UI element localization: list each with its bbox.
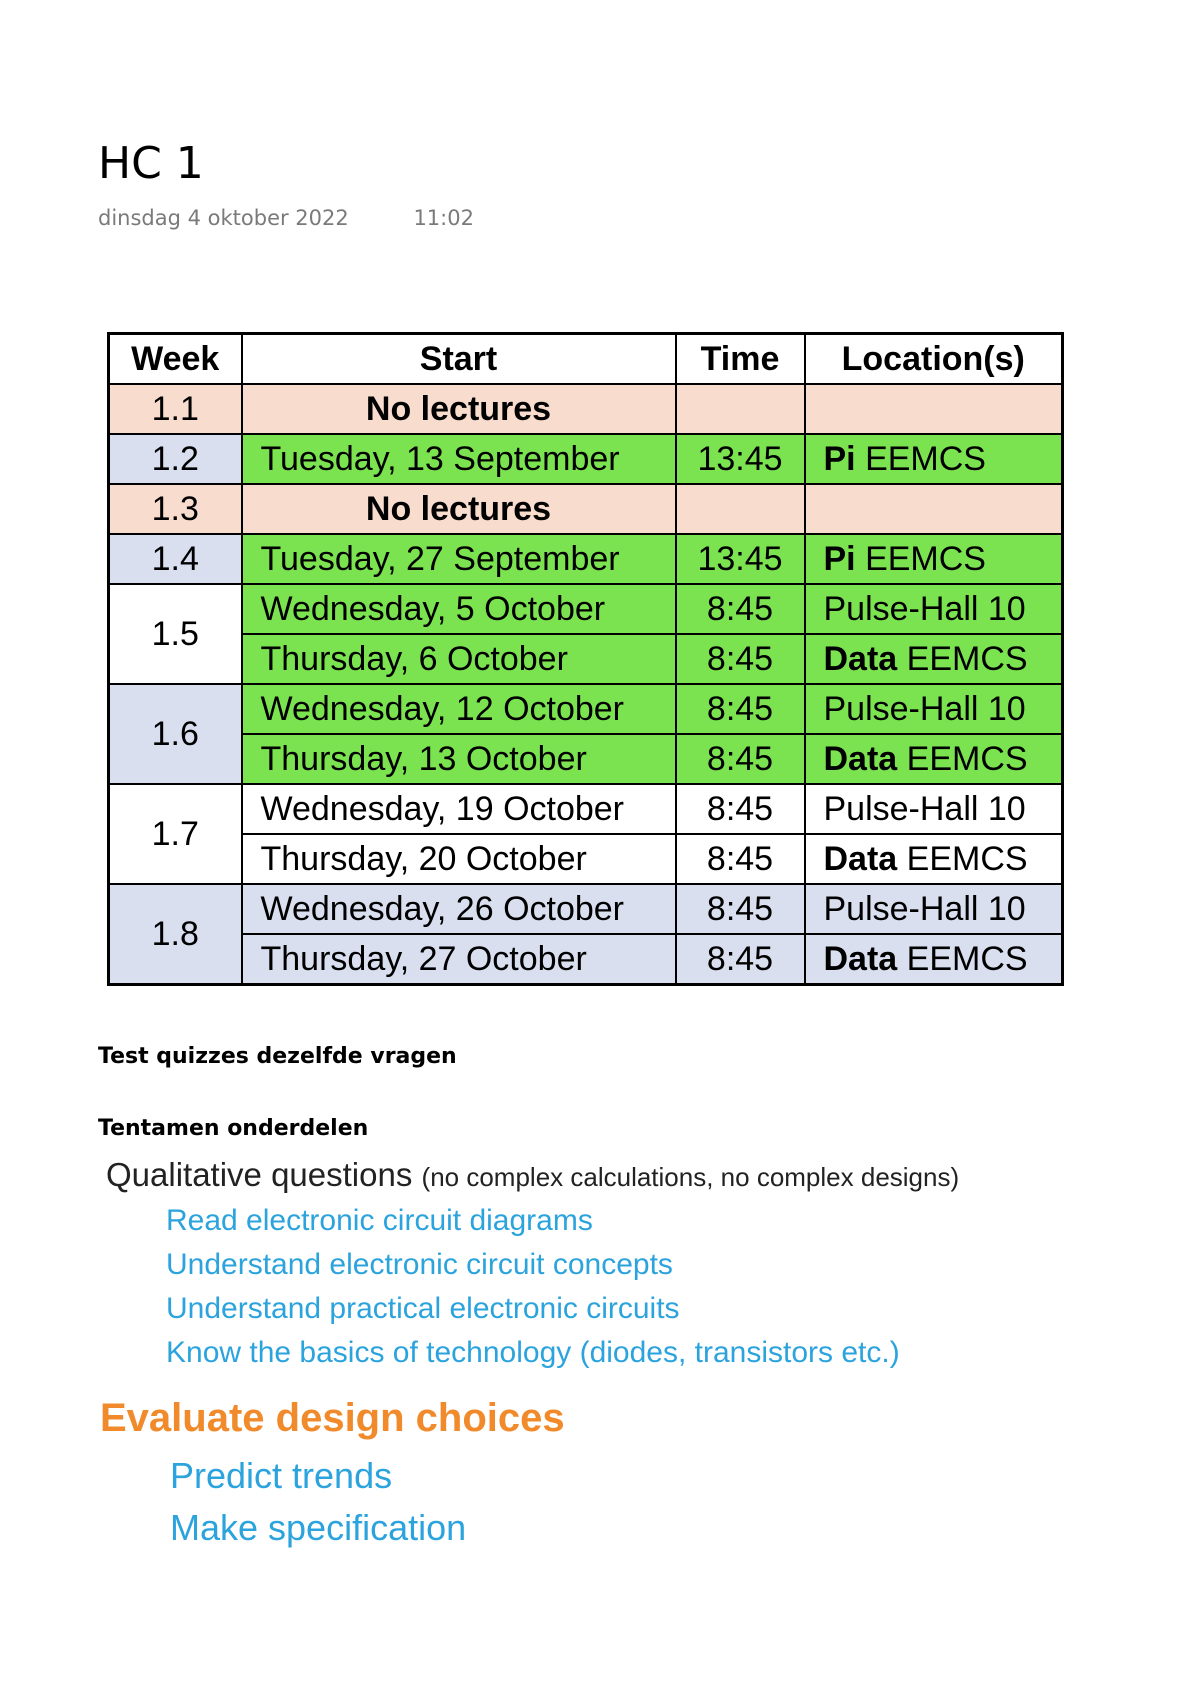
week-cell: 1.1: [109, 384, 242, 434]
start-cell: Thursday, 20 October: [242, 834, 676, 884]
location-cell: [805, 634, 1063, 684]
tentamen-heading: Tentamen onderdelen: [98, 1116, 369, 1141]
location-building: Pi: [823, 440, 856, 478]
location-cell: [805, 834, 1063, 884]
lecture-schedule-table: [107, 332, 1064, 986]
time-cell: 8:45: [676, 784, 805, 834]
location-rest: Pulse-Hall 10: [823, 590, 1026, 628]
location-rest: Pulse-Hall 10: [823, 790, 1026, 828]
week-cell: 1.8: [109, 884, 242, 985]
location-building: Data: [823, 640, 898, 678]
qualitative-item: Understand electronic circuit concepts: [166, 1248, 673, 1281]
page-title: HC 1: [98, 138, 204, 189]
start-cell: Wednesday, 5 October: [242, 584, 676, 634]
time-cell: 8:45: [676, 884, 805, 934]
table-row: [109, 784, 1063, 834]
time-cell: 8:45: [676, 684, 805, 734]
qualitative-item: Understand practical electronic circuits: [166, 1292, 680, 1325]
column-header-week: Week: [109, 334, 242, 385]
week-cell: 1.4: [109, 534, 242, 584]
table-row: [109, 834, 1063, 884]
table-body: [109, 384, 1063, 985]
qualitative-item: Know the basics of technology (diodes, transistors etc.): [166, 1336, 900, 1369]
location-cell: [805, 734, 1063, 784]
location-cell: [805, 484, 1063, 534]
location-cell: [805, 384, 1063, 434]
week-cell: 1.5: [109, 584, 242, 684]
time-cell: 8:45: [676, 734, 805, 784]
table-row: [109, 734, 1063, 784]
time-cell: 13:45: [676, 534, 805, 584]
table-row: [109, 434, 1063, 484]
column-header-locations: Location(s): [805, 334, 1063, 385]
column-header-time: Time: [676, 334, 805, 385]
page-date: dinsdag 4 oktober 2022: [98, 206, 349, 230]
location-building: Data: [823, 940, 898, 978]
time-cell: 8:45: [676, 584, 805, 634]
time-cell: 13:45: [676, 434, 805, 484]
qualitative-heading-text: Qualitative questions: [106, 1156, 413, 1193]
start-cell: Wednesday, 12 October: [242, 684, 676, 734]
start-cell: Wednesday, 26 October: [242, 884, 676, 934]
location-cell: [805, 934, 1063, 985]
week-cell: 1.3: [109, 484, 242, 534]
week-cell: 1.2: [109, 434, 242, 484]
start-cell: Thursday, 6 October: [242, 634, 676, 684]
table-header-row: [109, 334, 1063, 385]
start-cell: Thursday, 13 October: [242, 734, 676, 784]
no-lectures-cell: No lectures: [242, 384, 676, 434]
table-row: [109, 884, 1063, 934]
start-cell: Wednesday, 19 October: [242, 784, 676, 834]
week-cell: 1.7: [109, 784, 242, 884]
location-building: Pi: [823, 540, 856, 578]
location-rest: EEMCS: [897, 740, 1028, 778]
table-row: [109, 684, 1063, 734]
table-row: [109, 534, 1063, 584]
column-header-start: Start: [242, 334, 676, 385]
location-rest: EEMCS: [855, 540, 986, 578]
page-meta: [98, 206, 474, 230]
table-row: [109, 384, 1063, 434]
location-rest: Pulse-Hall 10: [823, 890, 1026, 928]
qualitative-item: Read electronic circuit diagrams: [166, 1204, 593, 1237]
location-cell: [805, 534, 1063, 584]
table-row: [109, 584, 1063, 634]
location-building: Data: [823, 840, 898, 878]
location-rest: EEMCS: [897, 940, 1028, 978]
evaluate-design-heading: Evaluate design choices: [100, 1396, 565, 1440]
time-cell: 8:45: [676, 934, 805, 985]
location-rest: Pulse-Hall 10: [823, 690, 1026, 728]
location-rest: EEMCS: [897, 840, 1028, 878]
evaluate-item: Predict trends: [170, 1455, 393, 1496]
start-cell: Thursday, 27 October: [242, 934, 676, 985]
location-rest: EEMCS: [897, 640, 1028, 678]
time-cell: [676, 384, 805, 434]
start-cell: Tuesday, 13 September: [242, 434, 676, 484]
qualitative-questions-heading: [106, 1156, 959, 1194]
table-row: [109, 934, 1063, 985]
time-cell: [676, 484, 805, 534]
no-lectures-cell: No lectures: [242, 484, 676, 534]
evaluate-item: Make specification: [170, 1507, 467, 1548]
test-quizzes-note: Test quizzes dezelfde vragen: [98, 1044, 457, 1069]
location-cell: [805, 884, 1063, 934]
week-cell: 1.6: [109, 684, 242, 784]
time-cell: 8:45: [676, 834, 805, 884]
table-row: [109, 484, 1063, 534]
location-cell: [805, 784, 1063, 834]
location-building: Data: [823, 740, 898, 778]
start-cell: Tuesday, 27 September: [242, 534, 676, 584]
time-cell: 8:45: [676, 634, 805, 684]
qualitative-note: (no complex calculations, no complex designs): [421, 1162, 960, 1192]
page-time: 11:02: [413, 206, 474, 230]
table-row: [109, 634, 1063, 684]
location-cell: [805, 434, 1063, 484]
location-cell: [805, 684, 1063, 734]
location-cell: [805, 584, 1063, 634]
location-rest: EEMCS: [855, 440, 986, 478]
